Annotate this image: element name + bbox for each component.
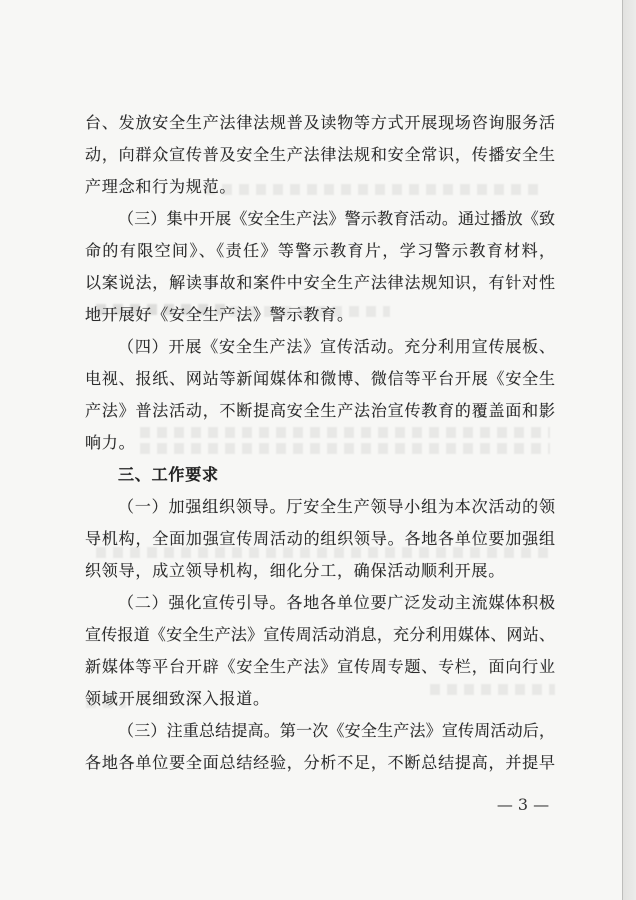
section-heading: 三、工作要求 [118,465,219,484]
text-line: （二）强化宣传引导。各地各单位要广泛发动主流媒体积极 [118,593,555,612]
text-line: 命的有限空间》、《责任》等警示教育片，学习警示教育材料， [85,241,555,260]
text-line: 电视、报纸、网站等新闻媒体和微博、微信等平台开展《安全生 [85,369,555,388]
text-line: 织领导，成立领导机构，细化分工，确保活动顺利开展。 [85,561,506,580]
text-line: 动，向群众宣传普及安全生产法律法规和安全常识，传播安全生 [85,145,555,164]
paragraph [85,203,555,331]
text-line: 各地各单位要全面总结经验，分析不足，不断总结提高，并提早 [85,753,555,772]
paragraph [85,331,555,459]
text-line: 产理念和行为规范。 [85,177,237,196]
text-line: 台、发放安全生产法律法规普及读物等方式开展现场咨询服务活 [85,113,555,132]
paragraph [85,107,555,203]
text-line: （三）集中开展《安全生产法》警示教育活动。通过播放《致 [118,209,555,228]
text-line: （四）开展《安全生产法》宣传活动。充分利用宣传展板、 [118,337,555,356]
text-line: （一）加强组织领导。厅安全生产领导小组为本次活动的领 [118,497,555,516]
text-line: 新媒体等平台开辟《安全生产法》宣传周专题、专栏，面向行业 [85,657,555,676]
scan-edge [622,0,636,900]
text-line: 宣传报道《安全生产法》宣传周活动消息，充分利用媒体、网站、 [85,625,555,644]
text-line: （三）注重总结提高。第一次《安全生产法》宣传周活动后， [118,721,555,740]
text-line: 响力。 [85,433,136,452]
text-line: 地开展好《安全生产法》警示教育。 [85,305,354,324]
text-line: 产法》普法活动，不断提高安全生产法治宣传教育的覆盖面和影 [85,401,555,420]
text-line: 领域开展细致深入报道。 [85,689,270,708]
paragraph [85,715,555,779]
text-line: 导机构，全面加强宣传周活动的组织领导。各地各单位要加强组 [85,529,555,548]
paragraph [85,491,555,587]
page-number: — 3 — [496,795,550,814]
text-line: 以案说法，解读事故和案件中安全生产法律法规知识，有针对性 [85,273,555,292]
paragraph [85,587,555,715]
body-text [85,107,555,779]
